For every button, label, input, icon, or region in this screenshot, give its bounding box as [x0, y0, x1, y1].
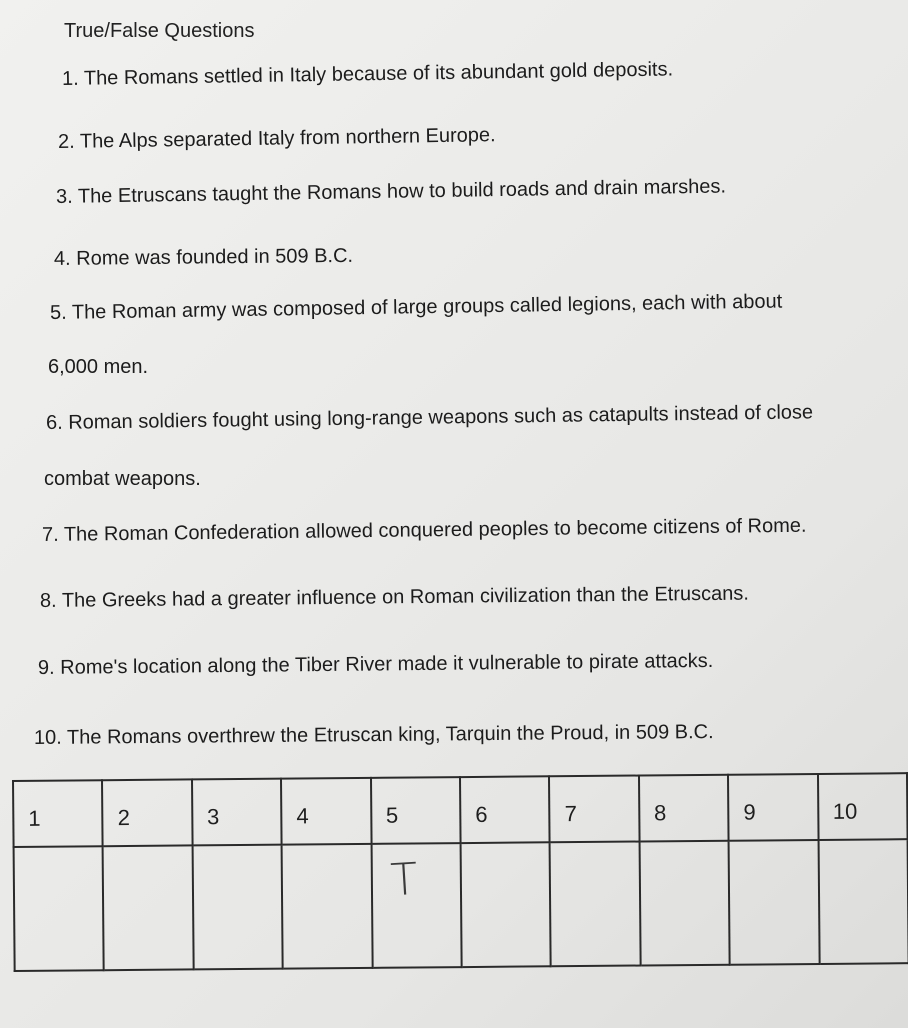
answer-header-cell: 10 — [817, 773, 907, 840]
question-3 — [56, 175, 726, 209]
question-text: The Etruscans taught the Romans how to build roads and drain marshes. — [77, 175, 727, 208]
question-9 — [38, 650, 714, 680]
question-text: The Roman Confederation allowed conquered peoples to become citizens of Rome. — [63, 514, 807, 546]
question-number: 8. — [39, 589, 57, 612]
answer-header-cell: 3 — [192, 779, 282, 846]
question-number: 5. — [49, 301, 67, 324]
answer-header-cell: 1 — [13, 780, 103, 847]
question-5-continuation: 6,000 men. — [48, 356, 149, 378]
question-number: 3. — [55, 185, 73, 208]
answer-table-header-row — [13, 773, 908, 847]
answer-table — [12, 772, 908, 972]
question-6 — [46, 401, 813, 435]
question-text: Roman soldiers fought using long-range weapons such as catapults instead of close — [68, 401, 814, 434]
question-8 — [40, 583, 749, 613]
question-text: The Romans overthrew the Etruscan king, Tarquin the Proud, in 509 B.C. — [66, 721, 714, 749]
handwritten-answer: T — [388, 853, 419, 907]
question-number: 6. — [45, 411, 63, 434]
question-number: 7. — [41, 523, 59, 546]
answer-header-cell: 7 — [549, 776, 639, 843]
answer-cell[interactable] — [103, 846, 193, 971]
question-10 — [34, 721, 714, 750]
answer-cell[interactable] — [14, 846, 104, 971]
answer-header-cell: 9 — [728, 774, 818, 841]
question-number: 2. — [57, 130, 75, 153]
answer-header-cell: 8 — [639, 775, 729, 842]
question-text: Rome's location along the Tiber River made it vulnerable to pirate attacks. — [60, 649, 714, 679]
answer-cell[interactable] — [550, 842, 640, 967]
answer-header-cell: 2 — [102, 779, 192, 846]
question-1 — [62, 58, 673, 91]
question-text: The Romans settled in Italy because of its abundant gold deposits. — [83, 58, 674, 90]
answer-cell[interactable] — [461, 842, 551, 967]
question-4 — [54, 245, 353, 271]
answer-header-cell: 6 — [460, 776, 550, 843]
answer-cell[interactable] — [371, 843, 461, 968]
question-number: 4. — [53, 247, 71, 270]
question-6-continuation: combat weapons. — [44, 468, 201, 490]
question-number: 1. — [61, 67, 79, 90]
answer-cell[interactable] — [818, 839, 908, 964]
question-text: The Greeks had a greater influence on Roman civilization than the Etruscans. — [61, 582, 750, 612]
answer-cell[interactable] — [729, 840, 819, 965]
answer-cell[interactable] — [192, 845, 282, 970]
question-7 — [42, 515, 807, 547]
worksheet-title: True/False Questions — [64, 20, 255, 42]
question-text: The Roman army was composed of large groups called legions, each with about — [71, 290, 783, 324]
answer-cell[interactable] — [639, 841, 729, 966]
answer-header-cell: 5 — [371, 777, 461, 844]
question-text: The Alps separated Italy from northern Europe. — [79, 124, 496, 153]
answer-table-answer-row — [14, 839, 908, 971]
question-2 — [58, 124, 496, 154]
question-text: Rome was founded in 509 B.C. — [76, 244, 354, 270]
question-number: 9. — [37, 656, 55, 679]
answer-header-cell: 4 — [281, 778, 371, 845]
answer-cell[interactable] — [282, 844, 372, 969]
question-number: 10. — [33, 726, 62, 749]
question-5 — [50, 290, 783, 324]
